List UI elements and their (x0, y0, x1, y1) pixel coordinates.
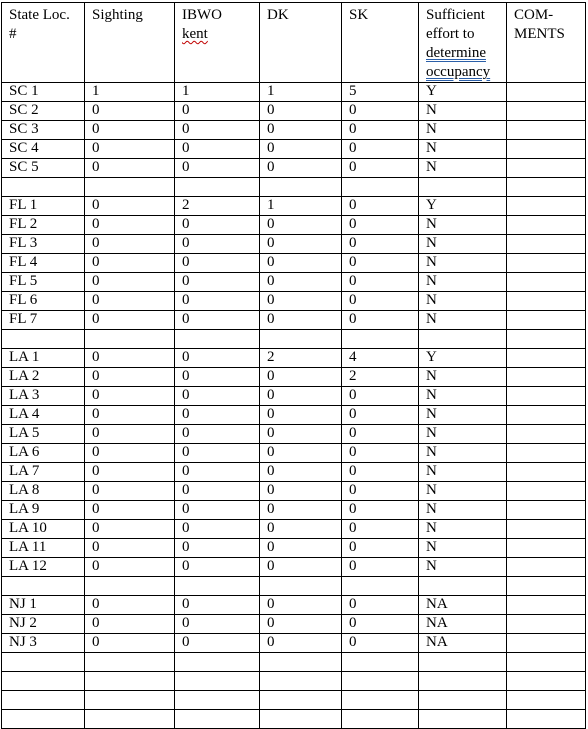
cell-state-loc: LA 5 (2, 425, 85, 444)
cell-sighting: 0 (85, 273, 175, 292)
header-comments (507, 3, 586, 83)
cell-dk: 0 (260, 501, 342, 520)
cell-ibwo: 0 (175, 482, 260, 501)
cell-dk: 0 (260, 121, 342, 140)
table-row (2, 140, 586, 159)
header-sufficient-line4: occupancy (426, 64, 491, 80)
cell-ibwo: 0 (175, 368, 260, 387)
blank-cell (85, 330, 175, 349)
cell-sk: 0 (342, 254, 419, 273)
cell-state-loc: SC 2 (2, 102, 85, 121)
spacer-row (2, 577, 586, 596)
cell-sighting: 0 (85, 311, 175, 330)
header-sufficient-line1: Sufficient (426, 7, 485, 23)
cell-sk: 0 (342, 558, 419, 577)
cell-sighting: 0 (85, 634, 175, 653)
header-sufficient-effort (419, 3, 507, 83)
cell-ibwo: 0 (175, 387, 260, 406)
cell-comments (507, 235, 586, 254)
cell-ibwo: 0 (175, 102, 260, 121)
header-state-loc (2, 3, 85, 83)
cell-sufficient-effort: Y (419, 349, 507, 368)
blank-cell (2, 710, 85, 729)
cell-dk: 0 (260, 596, 342, 615)
cell-sk: 0 (342, 406, 419, 425)
cell-comments (507, 349, 586, 368)
table-row (2, 292, 586, 311)
cell-sufficient-effort: N (419, 311, 507, 330)
blank-cell (507, 178, 586, 197)
blank-cell (342, 691, 419, 710)
cell-comments (507, 558, 586, 577)
cell-state-loc: LA 2 (2, 368, 85, 387)
blank-cell (85, 672, 175, 691)
cell-state-loc: FL 2 (2, 216, 85, 235)
cell-sighting: 0 (85, 140, 175, 159)
header-sk-label: SK (349, 7, 369, 23)
cell-sufficient-effort: N (419, 501, 507, 520)
header-dk (260, 3, 342, 83)
blank-cell (260, 710, 342, 729)
table-row (2, 558, 586, 577)
cell-sk: 0 (342, 159, 419, 178)
header-comments-line2: MENTS (514, 26, 565, 42)
cell-state-loc: SC 1 (2, 83, 85, 102)
cell-state-loc: LA 6 (2, 444, 85, 463)
cell-sk: 0 (342, 140, 419, 159)
table-row (2, 235, 586, 254)
cell-comments (507, 634, 586, 653)
blank-cell (2, 653, 85, 672)
spacer-row (2, 178, 586, 197)
cell-sighting: 0 (85, 425, 175, 444)
cell-sighting: 0 (85, 216, 175, 235)
blank-cell (342, 330, 419, 349)
cell-ibwo: 0 (175, 273, 260, 292)
cell-dk: 0 (260, 159, 342, 178)
cell-ibwo: 0 (175, 634, 260, 653)
cell-sk: 5 (342, 83, 419, 102)
cell-state-loc: FL 7 (2, 311, 85, 330)
cell-sufficient-effort: N (419, 121, 507, 140)
cell-sk: 0 (342, 463, 419, 482)
blank-cell (2, 330, 85, 349)
cell-sighting: 0 (85, 292, 175, 311)
table-row (2, 406, 586, 425)
cell-sufficient-effort: N (419, 102, 507, 121)
blank-cell (175, 178, 260, 197)
cell-comments (507, 596, 586, 615)
cell-dk: 0 (260, 634, 342, 653)
cell-sighting: 0 (85, 482, 175, 501)
blank-cell (260, 178, 342, 197)
cell-state-loc: LA 4 (2, 406, 85, 425)
blank-cell (260, 577, 342, 596)
cell-dk: 0 (260, 539, 342, 558)
cell-sighting: 0 (85, 463, 175, 482)
table-row (2, 311, 586, 330)
cell-sk: 0 (342, 387, 419, 406)
cell-sighting: 0 (85, 406, 175, 425)
cell-sighting: 0 (85, 121, 175, 140)
cell-comments (507, 197, 586, 216)
cell-sighting: 0 (85, 615, 175, 634)
cell-ibwo: 0 (175, 501, 260, 520)
cell-sighting: 0 (85, 539, 175, 558)
table-row (2, 197, 586, 216)
blank-cell (342, 577, 419, 596)
cell-sk: 0 (342, 596, 419, 615)
cell-sufficient-effort: N (419, 558, 507, 577)
cell-sufficient-effort: NA (419, 596, 507, 615)
cell-state-loc: NJ 3 (2, 634, 85, 653)
cell-state-loc: SC 4 (2, 140, 85, 159)
cell-ibwo: 0 (175, 463, 260, 482)
blank-cell (175, 330, 260, 349)
cell-ibwo: 0 (175, 235, 260, 254)
cell-state-loc: FL 3 (2, 235, 85, 254)
cell-state-loc: LA 7 (2, 463, 85, 482)
cell-state-loc: LA 9 (2, 501, 85, 520)
cell-sk: 0 (342, 216, 419, 235)
cell-sk: 0 (342, 615, 419, 634)
cell-dk: 0 (260, 463, 342, 482)
blank-cell (260, 691, 342, 710)
blank-cell (419, 577, 507, 596)
blank-cell (85, 691, 175, 710)
blank-cell (507, 653, 586, 672)
cell-comments (507, 425, 586, 444)
cell-state-loc: SC 5 (2, 159, 85, 178)
cell-dk: 0 (260, 273, 342, 292)
cell-sufficient-effort: Y (419, 197, 507, 216)
empty-row (2, 672, 586, 691)
cell-sufficient-effort: N (419, 520, 507, 539)
cell-sighting: 0 (85, 349, 175, 368)
cell-sk: 0 (342, 425, 419, 444)
table-row (2, 482, 586, 501)
cell-ibwo: 2 (175, 197, 260, 216)
cell-sighting: 0 (85, 558, 175, 577)
blank-cell (507, 577, 586, 596)
cell-sighting: 0 (85, 102, 175, 121)
cell-state-loc: LA 10 (2, 520, 85, 539)
cell-state-loc: LA 3 (2, 387, 85, 406)
cell-comments (507, 520, 586, 539)
empty-row (2, 710, 586, 729)
blank-cell (507, 710, 586, 729)
table-body (2, 83, 586, 729)
cell-dk: 0 (260, 558, 342, 577)
blank-cell (342, 710, 419, 729)
table-row (2, 254, 586, 273)
table-row (2, 102, 586, 121)
cell-dk: 0 (260, 520, 342, 539)
cell-state-loc: FL 6 (2, 292, 85, 311)
cell-ibwo: 0 (175, 254, 260, 273)
cell-sighting: 0 (85, 368, 175, 387)
cell-dk: 0 (260, 254, 342, 273)
blank-cell (419, 330, 507, 349)
blank-cell (419, 691, 507, 710)
cell-ibwo: 0 (175, 444, 260, 463)
empty-row (2, 691, 586, 710)
cell-sighting: 0 (85, 444, 175, 463)
blank-cell (175, 653, 260, 672)
cell-dk: 1 (260, 197, 342, 216)
cell-comments (507, 121, 586, 140)
cell-dk: 0 (260, 235, 342, 254)
table-row (2, 463, 586, 482)
blank-cell (342, 178, 419, 197)
blank-cell (2, 672, 85, 691)
cell-sk: 0 (342, 235, 419, 254)
cell-dk: 0 (260, 368, 342, 387)
cell-sighting: 0 (85, 235, 175, 254)
cell-dk: 0 (260, 444, 342, 463)
header-state-loc-label: State Loc. (9, 7, 70, 23)
cell-ibwo: 0 (175, 596, 260, 615)
cell-dk: 0 (260, 406, 342, 425)
blank-cell (419, 672, 507, 691)
blank-cell (260, 653, 342, 672)
cell-state-loc: NJ 1 (2, 596, 85, 615)
cell-state-loc: LA 8 (2, 482, 85, 501)
cell-sufficient-effort: N (419, 387, 507, 406)
cell-sk: 0 (342, 121, 419, 140)
cell-ibwo: 0 (175, 425, 260, 444)
cell-sk: 0 (342, 520, 419, 539)
cell-ibwo: 0 (175, 159, 260, 178)
cell-sk: 0 (342, 197, 419, 216)
cell-sufficient-effort: N (419, 482, 507, 501)
blank-cell (342, 653, 419, 672)
cell-comments (507, 406, 586, 425)
table-row (2, 387, 586, 406)
cell-state-loc: LA 1 (2, 349, 85, 368)
blank-cell (85, 710, 175, 729)
header-ibwo (175, 3, 260, 83)
cell-sufficient-effort: N (419, 368, 507, 387)
cell-dk: 0 (260, 292, 342, 311)
spacer-row (2, 653, 586, 672)
table-row (2, 273, 586, 292)
cell-state-loc: LA 12 (2, 558, 85, 577)
cell-sk: 0 (342, 311, 419, 330)
cell-sufficient-effort: N (419, 140, 507, 159)
cell-sk: 0 (342, 482, 419, 501)
header-row (2, 3, 586, 83)
cell-sufficient-effort: N (419, 406, 507, 425)
header-sighting-label: Sighting (92, 7, 143, 23)
cell-ibwo: 0 (175, 520, 260, 539)
header-sufficient-line3: determine (426, 45, 486, 61)
cell-dk: 0 (260, 482, 342, 501)
cell-state-loc: NJ 2 (2, 615, 85, 634)
cell-sighting: 0 (85, 501, 175, 520)
table-row (2, 501, 586, 520)
header-sighting (85, 3, 175, 83)
cell-sufficient-effort: N (419, 273, 507, 292)
table-row (2, 539, 586, 558)
cell-comments (507, 463, 586, 482)
cell-ibwo: 0 (175, 406, 260, 425)
cell-dk: 0 (260, 387, 342, 406)
header-ibwo-label: IBWO (182, 7, 222, 23)
table-row (2, 349, 586, 368)
cell-sufficient-effort: NA (419, 615, 507, 634)
cell-ibwo: 0 (175, 349, 260, 368)
cell-dk: 0 (260, 140, 342, 159)
blank-cell (175, 691, 260, 710)
cell-ibwo: 0 (175, 539, 260, 558)
table-row (2, 83, 586, 102)
cell-dk: 1 (260, 83, 342, 102)
cell-comments (507, 216, 586, 235)
cell-sufficient-effort: N (419, 425, 507, 444)
cell-sighting: 0 (85, 520, 175, 539)
blank-cell (507, 672, 586, 691)
blank-cell (175, 710, 260, 729)
blank-cell (419, 710, 507, 729)
table-row (2, 121, 586, 140)
header-sk (342, 3, 419, 83)
cell-comments (507, 159, 586, 178)
cell-comments (507, 83, 586, 102)
cell-sk: 0 (342, 292, 419, 311)
header-sufficient-line2: effort to (426, 26, 475, 42)
cell-state-loc: FL 4 (2, 254, 85, 273)
blank-cell (260, 672, 342, 691)
cell-comments (507, 140, 586, 159)
cell-sufficient-effort: N (419, 159, 507, 178)
header-ibwo-sub: kent (182, 26, 208, 42)
blank-cell (85, 577, 175, 596)
cell-comments (507, 539, 586, 558)
cell-comments (507, 444, 586, 463)
blank-cell (2, 691, 85, 710)
blank-cell (507, 330, 586, 349)
cell-comments (507, 368, 586, 387)
blank-cell (85, 178, 175, 197)
cell-sk: 4 (342, 349, 419, 368)
cell-ibwo: 0 (175, 558, 260, 577)
cell-comments (507, 387, 586, 406)
cell-ibwo: 0 (175, 216, 260, 235)
cell-state-loc: FL 5 (2, 273, 85, 292)
cell-sk: 0 (342, 273, 419, 292)
cell-sighting: 1 (85, 83, 175, 102)
header-comments-line1: COM- (514, 7, 554, 23)
cell-state-loc: SC 3 (2, 121, 85, 140)
cell-ibwo: 0 (175, 140, 260, 159)
table-row (2, 520, 586, 539)
cell-dk: 0 (260, 615, 342, 634)
blank-cell (175, 577, 260, 596)
header-state-loc-hash: # (9, 26, 17, 42)
cell-comments (507, 501, 586, 520)
cell-dk: 0 (260, 102, 342, 121)
cell-ibwo: 0 (175, 615, 260, 634)
cell-sighting: 0 (85, 387, 175, 406)
cell-sk: 0 (342, 102, 419, 121)
occupancy-table (1, 2, 586, 729)
cell-sufficient-effort: N (419, 292, 507, 311)
cell-comments (507, 482, 586, 501)
blank-cell (175, 672, 260, 691)
blank-cell (419, 653, 507, 672)
cell-comments (507, 254, 586, 273)
table-row (2, 368, 586, 387)
cell-sk: 2 (342, 368, 419, 387)
blank-cell (85, 653, 175, 672)
cell-ibwo: 1 (175, 83, 260, 102)
table-row (2, 216, 586, 235)
cell-sk: 0 (342, 539, 419, 558)
cell-sufficient-effort: Y (419, 83, 507, 102)
cell-ibwo: 0 (175, 292, 260, 311)
blank-cell (260, 330, 342, 349)
cell-sufficient-effort: N (419, 463, 507, 482)
blank-cell (419, 178, 507, 197)
cell-dk: 2 (260, 349, 342, 368)
header-dk-label: DK (267, 7, 289, 23)
cell-sighting: 0 (85, 159, 175, 178)
cell-sk: 0 (342, 634, 419, 653)
cell-comments (507, 292, 586, 311)
blank-cell (342, 672, 419, 691)
cell-dk: 0 (260, 425, 342, 444)
blank-cell (2, 577, 85, 596)
cell-state-loc: FL 1 (2, 197, 85, 216)
cell-dk: 0 (260, 216, 342, 235)
cell-comments (507, 273, 586, 292)
cell-sufficient-effort: N (419, 235, 507, 254)
cell-comments (507, 311, 586, 330)
cell-sk: 0 (342, 501, 419, 520)
cell-sk: 0 (342, 444, 419, 463)
table-row (2, 596, 586, 615)
table-row (2, 444, 586, 463)
cell-state-loc: LA 11 (2, 539, 85, 558)
table-row (2, 634, 586, 653)
cell-ibwo: 0 (175, 121, 260, 140)
cell-sighting: 0 (85, 254, 175, 273)
cell-sufficient-effort: N (419, 216, 507, 235)
spacer-row (2, 330, 586, 349)
cell-sighting: 0 (85, 197, 175, 216)
cell-sighting: 0 (85, 596, 175, 615)
blank-cell (2, 178, 85, 197)
cell-sufficient-effort: N (419, 444, 507, 463)
cell-sufficient-effort: N (419, 254, 507, 273)
table-row (2, 615, 586, 634)
cell-sufficient-effort: NA (419, 634, 507, 653)
blank-cell (507, 691, 586, 710)
cell-comments (507, 615, 586, 634)
cell-comments (507, 102, 586, 121)
table-row (2, 425, 586, 444)
table-row (2, 159, 586, 178)
cell-ibwo: 0 (175, 311, 260, 330)
cell-dk: 0 (260, 311, 342, 330)
cell-sufficient-effort: N (419, 539, 507, 558)
